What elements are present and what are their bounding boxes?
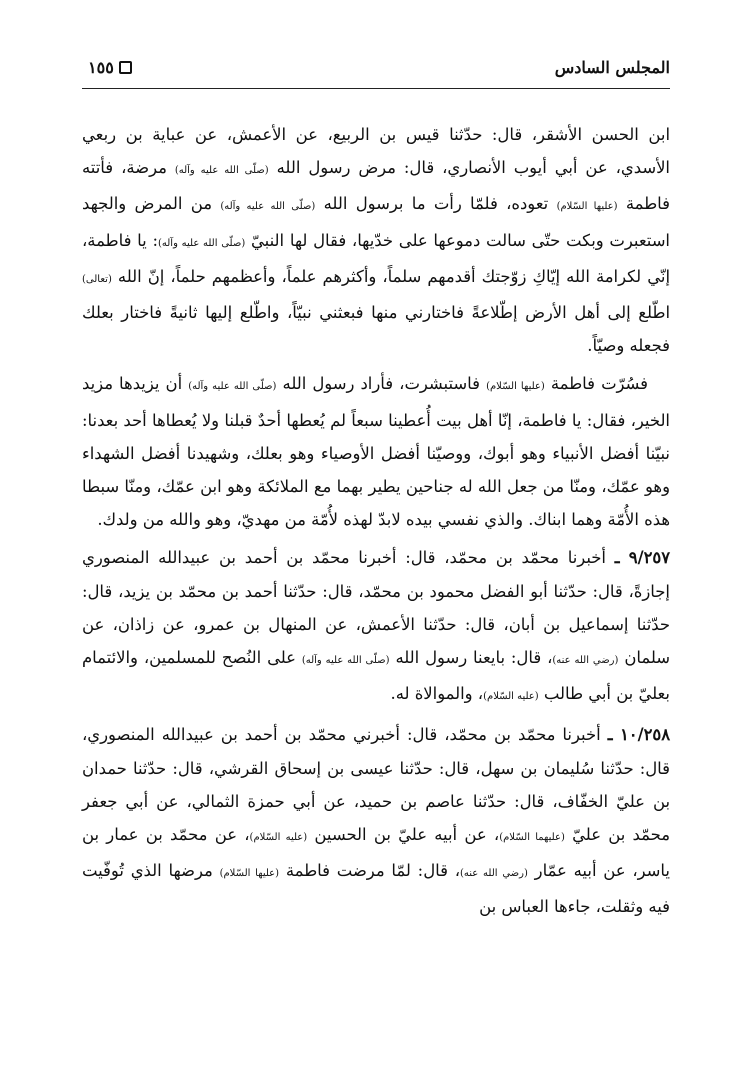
paragraph-p2 [82, 367, 670, 536]
header-divider [82, 88, 670, 89]
paragraph-text: مرضها الذي تُوفّيت فيه وثقلت، جاءها العباس بن [82, 861, 670, 917]
hadith-number: ١٠/٢٥٨ ـ [607, 725, 671, 745]
honorific: (رضي الله عنه) [460, 868, 528, 880]
paragraph-text: ، والموالاة له. [390, 684, 484, 704]
paragraph-text: من المرض والجهد استعبرت وبكت حتّى سالت دموعها على خدّيها، فقال لها النبيّ [82, 194, 670, 250]
page-number-group [88, 58, 132, 77]
paragraph-text: اطّلع إلى أهل الأرض إطّلاعةً فاختارني منها فبعثني نبيّاً، واطّلع إليها ثانيةً فاختار بعلك فجعله وصيّاً. [82, 303, 670, 356]
honorific: (صلّى الله عليه وآله) [174, 165, 269, 177]
honorific: (صلّى الله عليه وآله) [220, 201, 316, 213]
paragraph-text: ابن الحسن الأشقر، قال: حدّثنا قيس بن الربيع، عن الأعمش، عن عباية بن ربعي الأسدي، عن أبي أيوب الأنصاري، قال: مرض رسول الله [82, 125, 670, 178]
page-number: ١٥٥ [88, 57, 114, 77]
honorific: (عليها السّلام) [486, 381, 545, 393]
paragraph-p3 [82, 541, 670, 713]
paragraph-text: : يا فاطمة، إنّي لكرامة الله إيّاكِ زوّجتك أقدمهم سلماً، وأكثرهم علماً، وأعظمهم حلماً، إنّ الله [82, 230, 670, 286]
honorific: (صلّى الله عليه وآله) [188, 381, 277, 393]
paragraph-text: ، عن محمّد بن عمار بن ياسر، عن أبيه عمّار [82, 825, 670, 881]
paragraph-text: مرضة، فأتته فاطمة [82, 158, 670, 214]
paragraph-text: أن يزيدها مزيد الخير، فقال: يا فاطمة، إنّا أهل بيت أُعطينا سبعاً لم يُعطها أحدٌ قبلنا ولا يُعطاها أحد بعدنا: نبيّنا أفضل الأنبياء وهو أبوك، ووصيّنا أفضل الأوصياء وهو بعلك، وشهيدنا أفضل الشهداء وهو عمّك، ومنّا من جعل الله له جناحين يطير بهما مع الملائكة وهو ابن عمّك، ومنّا سبطا هذه الأُمّة وهما ابناك. والذي نفسي بيده لابدّ لهذه لأُمّة من مهديّ، وهو والله من ولدك. [82, 374, 670, 530]
page-body [82, 118, 670, 929]
paragraph-text: ، عن أبيه عليّ بن الحسين [307, 825, 500, 845]
paragraph-text: تعوده، فلمّا رأت ما برسول الله [315, 194, 557, 214]
paragraph-p1 [82, 118, 670, 362]
honorific: (رضي الله عنه) [552, 655, 619, 667]
paragraph-text: أخبرنا محمّد بن محمّد، قال: أخبرني محمّد بن أحمد بن عبيدالله المنصوري، قال: حدّثنا سُليمان بن سهل، قال: حدّثنا عيسى بن إسحاق القرشي، قال: حدّثنا حمدان بن عليّ الخفّاف، قال: حدّثنا عاصم بن حميد، عن أبي حمزة الثمالي، عن أبي جعفر محمّد بن عليّ [82, 725, 670, 845]
honorific: (تعالى) [82, 273, 112, 285]
paragraph-text: ، قال: بايعنا رسول الله [389, 648, 553, 668]
running-title: المجلس السادس [554, 57, 670, 77]
square-icon [119, 61, 132, 74]
honorific: (عليهما السّلام) [499, 832, 565, 844]
paragraph-text: فسُرّت فاطمة [544, 374, 648, 394]
honorific: (عليها السّلام) [219, 868, 280, 880]
paragraph-text: على النُصح للمسلمين، والائتمام بعليّ بن أبي طالب [82, 648, 670, 704]
honorific: (عليها السّلام) [556, 201, 618, 213]
honorific: (عليه السّلام) [249, 832, 308, 844]
page-header [88, 54, 670, 80]
paragraph-text: ، قال: لمّا مرضت فاطمة [279, 861, 461, 881]
paragraph-text: أخبرنا محمّد بن محمّد، قال: أخبرنا محمّد بن أحمد بن عبيدالله المنصوري إجازةً، قال: حدّثنا أبو الفضل محمود بن محمّد، قال: حدّثنا أحمد بن محمّد بن يزيد، قال: حدّثنا إسماعيل بن أبان، قال: حدّثنا الأعمش، عن المنهال بن عمرو، عن زاذان، عن سلمان [82, 548, 670, 668]
honorific: (صلّى الله عليه وآله) [158, 237, 246, 249]
honorific: (صلّى الله عليه وآله) [301, 655, 390, 667]
paragraph-text: فاستبشرت، فأراد رسول الله [276, 374, 487, 394]
paragraph-p4 [82, 718, 670, 923]
honorific: (عليه السّلام) [483, 691, 539, 703]
hadith-number: ٩/٢٥٧ ـ [614, 548, 670, 568]
